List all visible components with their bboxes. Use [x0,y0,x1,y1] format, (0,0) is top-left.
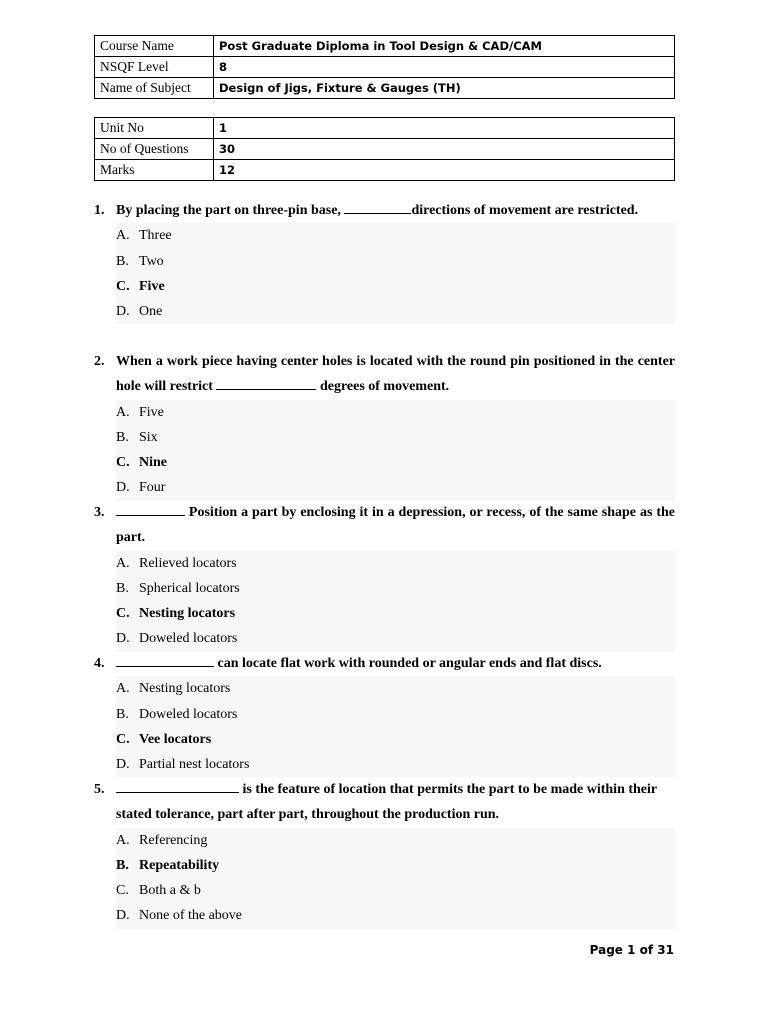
option-text: Repeatability [139,857,220,873]
option-letter: B. [116,706,129,722]
question-text-before: By placing the part on three-pin base, [116,203,345,218]
option-text: Four [139,480,166,496]
option-c-correct [116,450,675,475]
option-b [116,425,675,450]
option-text: Five [139,404,164,420]
question-3 [94,500,675,652]
subject-name-label: Name of Subject [95,78,214,99]
answer-blank [344,201,411,214]
answer-blank [116,503,185,516]
option-letter: C. [116,606,130,622]
answer-blank [116,654,214,667]
option-letter: C. [116,455,130,471]
table-row [95,160,675,181]
question-text-after: degrees of movement. [316,379,450,395]
question-text-after: Position a part by enclosing it in a depression, or recess, of the same shape as the part. [116,505,675,546]
option-letter: A. [116,832,130,848]
course-name-label: Course Name [95,36,214,57]
option-b [116,576,675,601]
option-letter: D. [116,631,130,647]
option-text: Partial nest locators [139,757,250,773]
option-d [116,299,675,324]
question-number: 2. [94,354,105,369]
page-total: 31 [657,943,674,957]
option-letter: B. [116,253,129,269]
table-row [95,118,675,139]
option-text: Three [139,228,172,244]
option-letter: A. [116,555,130,571]
option-letter: C. [116,278,130,294]
page-number-footer [590,943,674,957]
question-number: 1. [94,203,105,218]
question-text [116,198,675,223]
options-list [116,223,675,324]
option-letter: A. [116,404,130,420]
page-of: of [635,943,658,957]
question-number: 4. [94,656,105,671]
option-d [116,626,675,651]
option-letter: B. [116,580,129,596]
question-count-label: No of Questions [95,139,214,160]
option-d [116,475,675,500]
option-text: Nine [139,455,167,471]
option-letter: D. [116,908,130,924]
unit-info-table [94,117,675,181]
option-text: Vee locators [139,731,212,747]
option-a [116,828,675,853]
question-5 [94,777,675,929]
option-d [116,903,675,928]
option-letter: B. [116,857,129,873]
option-c-correct [116,601,675,626]
question-4 [94,651,675,777]
option-c-correct [116,727,675,752]
option-text: Doweled locators [139,706,238,722]
course-info-table [94,35,675,99]
unit-no-value: 1 [214,118,675,139]
option-letter: D. [116,757,130,773]
option-d [116,752,675,777]
options-list [116,400,675,501]
marks-value: 12 [214,160,675,181]
question-text-after: directions of movement are restricted. [411,203,639,218]
question-text [116,651,675,676]
question-text-after: is the feature of location that permits the part to be made within their stated tolerance, part after part, throughout the production run. [116,782,657,823]
option-text: Two [139,253,164,269]
option-letter: B. [116,429,129,445]
question-count-value: 30 [214,139,675,160]
question-text-before: When a work piece having center holes is located with the round pin positioned in the center hole will restrict [116,354,675,395]
option-letter: A. [116,681,130,697]
nsqf-level-value: 8 [214,57,675,78]
option-b [116,702,675,727]
option-text: Nesting locators [139,606,236,622]
option-text: Nesting locators [139,681,231,697]
question-number: 5. [94,782,105,797]
option-text: Relieved locators [139,555,237,571]
option-c-correct [116,274,675,299]
nsqf-level-label: NSQF Level [95,57,214,78]
answer-blank [116,780,239,793]
question-number: 3. [94,505,105,520]
question-text-after: can locate flat work with rounded or angular ends and flat discs. [214,656,602,671]
option-text: None of the above [139,908,243,924]
answer-blank [216,377,316,390]
option-c [116,878,675,903]
option-text: Both a & b [139,883,201,899]
unit-no-label: Unit No [95,118,214,139]
option-text: One [139,304,163,320]
option-a [116,551,675,576]
option-text: Five [139,278,165,294]
option-b [116,249,675,274]
marks-label: Marks [95,160,214,181]
question-text [116,349,675,400]
question-text [116,777,675,828]
table-row [95,57,675,78]
option-a [116,400,675,425]
option-text: Referencing [139,832,208,848]
table-row [95,36,675,57]
option-text: Spherical locators [139,580,240,596]
table-row [95,78,675,99]
options-list [116,551,675,652]
page-prefix: Page [589,943,628,957]
page-current: 1 [627,943,636,957]
option-text: Six [139,429,158,445]
option-letter: C. [116,731,130,747]
question-1 [94,198,675,324]
subject-name-value: Design of Jigs, Fixture & Gauges (TH) [214,78,675,99]
option-a [116,223,675,248]
options-list [116,828,675,929]
question-text [116,500,675,551]
option-letter: A. [116,228,130,244]
option-letter: D. [116,480,130,496]
option-letter: D. [116,304,130,320]
option-letter: C. [116,883,129,899]
options-list [116,676,675,777]
table-row [95,139,675,160]
course-name-value: Post Graduate Diploma in Tool Design & CAD/CAM [214,36,675,57]
option-text: Doweled locators [139,631,238,647]
option-a [116,676,675,701]
question-2 [94,349,675,501]
option-b-correct [116,853,675,878]
